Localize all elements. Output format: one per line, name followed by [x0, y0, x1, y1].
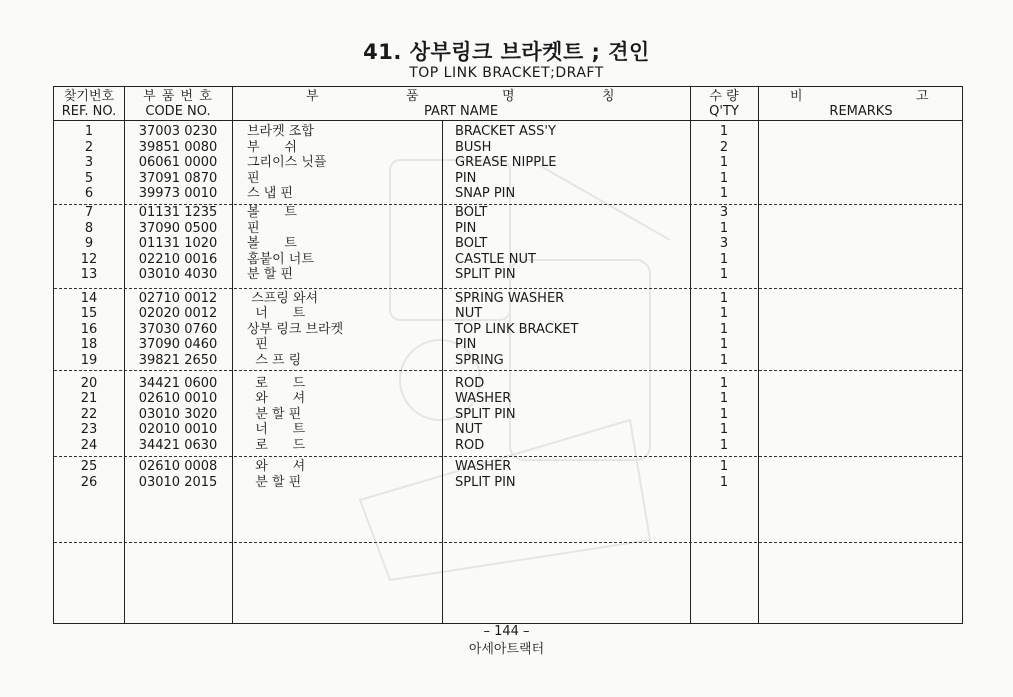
- korean-name-cell: 로 드: [247, 438, 306, 453]
- code-cell: 02210 0016: [138, 252, 218, 267]
- korean-name-cell: 분 할 핀: [247, 475, 302, 490]
- ref-cell: 12: [80, 252, 98, 267]
- ref-cell: 21: [80, 391, 98, 406]
- qty-cell: 1: [719, 186, 729, 201]
- parts-table: [53, 86, 963, 624]
- qty-cell: 1: [719, 353, 729, 368]
- korean-name-cell: 핀: [247, 337, 268, 352]
- part-name-cell: CASTLE NUT: [455, 252, 536, 267]
- ref-cell: 15: [80, 306, 98, 321]
- part-name-cell: NUT: [455, 306, 483, 321]
- qty-cell: 1: [719, 391, 729, 406]
- qty-cell: 1: [719, 252, 729, 267]
- korean-name-cell: 와 셔: [247, 391, 306, 406]
- korean-name-cell: 분 할 핀: [247, 407, 302, 422]
- part-name-cell: TOP LINK BRACKET: [455, 322, 579, 337]
- korean-name-cell: 볼 트: [247, 236, 297, 251]
- part-name-cell: GREASE NIPPLE: [455, 155, 557, 170]
- code-cell: 02610 0008: [138, 459, 218, 474]
- code-header-ko: 부 품 번 호: [143, 89, 213, 104]
- code-cell: 34421 0630: [138, 438, 218, 453]
- part-name-cell: SPLIT PIN: [455, 267, 516, 282]
- name-header-ko-3: 명: [502, 89, 515, 104]
- qty-cell: 1: [719, 124, 729, 139]
- qty-cell: 2: [719, 140, 729, 155]
- ref-cell: 24: [80, 438, 98, 453]
- code-cell: 02710 0012: [138, 291, 218, 306]
- part-name-cell: BUSH: [455, 140, 492, 155]
- ref-cell: 8: [84, 221, 94, 236]
- qty-cell: 1: [719, 376, 729, 391]
- code-cell: 37090 0460: [138, 337, 218, 352]
- part-name-cell: SPRING WASHER: [455, 291, 565, 306]
- qty-cell: 1: [719, 422, 729, 437]
- code-cell: 01131 1235: [138, 205, 218, 220]
- korean-name-cell: 부 쉬: [247, 140, 297, 155]
- korean-name-cell: 스 프 링: [247, 353, 302, 368]
- part-name-cell: BRACKET ASS'Y: [455, 124, 556, 139]
- code-cell: 39851 0080: [138, 140, 218, 155]
- code-cell: 01131 1020: [138, 236, 218, 251]
- qty-cell: 1: [719, 221, 729, 236]
- code-cell: 37003 0230: [138, 124, 218, 139]
- ref-cell: 6: [84, 186, 94, 201]
- ref-cell: 14: [80, 291, 98, 306]
- part-name-cell: ROD: [455, 438, 485, 453]
- part-name-cell: PIN: [455, 337, 477, 352]
- qty-cell: 1: [719, 306, 729, 321]
- part-name-cell: SNAP PIN: [455, 186, 516, 201]
- ref-cell: 7: [84, 205, 94, 220]
- part-name-cell: WASHER: [455, 459, 512, 474]
- ref-header-en: REF. NO.: [61, 104, 117, 119]
- code-cell: 37091 0870: [138, 171, 218, 186]
- part-name-cell: ROD: [455, 376, 485, 391]
- name-header-en: PART NAME: [423, 104, 499, 119]
- ref-cell: 2: [84, 140, 94, 155]
- part-name-cell: BOLT: [455, 205, 488, 220]
- korean-name-cell: 핀: [247, 171, 260, 186]
- code-cell: 02020 0012: [138, 306, 218, 321]
- ref-cell: 5: [84, 171, 94, 186]
- code-cell: 03010 3020: [138, 407, 218, 422]
- qty-cell: 3: [719, 236, 729, 251]
- part-name-cell: SPLIT PIN: [455, 475, 516, 490]
- part-name-cell: SPRING: [455, 353, 504, 368]
- ref-cell: 3: [84, 155, 94, 170]
- korean-name-cell: 너 트: [247, 306, 306, 321]
- ref-cell: 20: [80, 376, 98, 391]
- ref-cell: 25: [80, 459, 98, 474]
- qty-cell: 1: [719, 337, 729, 352]
- part-name-cell: PIN: [455, 171, 477, 186]
- qty-cell: 1: [719, 407, 729, 422]
- code-cell: 03010 2015: [138, 475, 218, 490]
- korean-name-cell: 볼 트: [247, 205, 297, 220]
- korean-name-cell: 너 트: [247, 422, 306, 437]
- korean-name-cell: 와 셔: [247, 459, 306, 474]
- name-header-ko-2: 품: [406, 89, 419, 104]
- qty-header-en: Q'TY: [709, 104, 739, 119]
- company-name: 아세아트랙터: [468, 642, 545, 657]
- name-header-ko-4: 칭: [602, 89, 615, 104]
- ref-cell: 19: [80, 353, 98, 368]
- ref-cell: 9: [84, 236, 94, 251]
- ref-cell: 1: [84, 124, 94, 139]
- code-header-en: CODE NO.: [145, 104, 211, 119]
- korean-name-cell: 그리이스 닛플: [247, 155, 327, 170]
- part-name-cell: PIN: [455, 221, 477, 236]
- part-name-cell: SPLIT PIN: [455, 407, 516, 422]
- remarks-header-en: REMARKS: [829, 104, 893, 119]
- remarks-header-ko-2: 고: [916, 89, 929, 104]
- page-title: 41. 상부링크 브라켓트 ; 견인: [363, 40, 650, 64]
- part-name-cell: BOLT: [455, 236, 488, 251]
- korean-name-cell: 스 냅 핀: [247, 186, 293, 201]
- ref-cell: 13: [80, 267, 98, 282]
- qty-cell: 1: [719, 438, 729, 453]
- qty-cell: 1: [719, 267, 729, 282]
- qty-cell: 3: [719, 205, 729, 220]
- ref-cell: 23: [80, 422, 98, 437]
- page-subtitle: TOP LINK BRACKET;DRAFT: [409, 65, 604, 81]
- ref-header-ko: 찾기번호: [63, 89, 115, 104]
- code-cell: 37030 0760: [138, 322, 218, 337]
- qty-cell: 1: [719, 171, 729, 186]
- code-cell: 39821 2650: [138, 353, 218, 368]
- code-cell: 03010 4030: [138, 267, 218, 282]
- code-cell: 39973 0010: [138, 186, 218, 201]
- korean-name-cell: 홈붙이 너트: [247, 252, 314, 267]
- qty-cell: 1: [719, 155, 729, 170]
- remarks-header-ko-1: 비: [790, 89, 803, 104]
- ref-cell: 22: [80, 407, 98, 422]
- qty-cell: 1: [719, 291, 729, 306]
- ref-cell: 16: [80, 322, 98, 337]
- page-number: – 144 –: [483, 624, 530, 639]
- qty-cell: 1: [719, 322, 729, 337]
- korean-name-cell: 스프링 와셔: [247, 291, 319, 306]
- part-name-cell: NUT: [455, 422, 483, 437]
- qty-cell: 1: [719, 475, 729, 490]
- qty-header-ko: 수 량: [709, 89, 739, 104]
- korean-name-cell: 분 할 핀: [247, 267, 293, 282]
- korean-name-cell: 브라켓 조합: [247, 124, 314, 139]
- code-cell: 02010 0010: [138, 422, 218, 437]
- ref-cell: 26: [80, 475, 98, 490]
- qty-cell: 1: [719, 459, 729, 474]
- ref-cell: 18: [80, 337, 98, 352]
- name-header-ko-1: 부: [306, 89, 319, 104]
- code-cell: 37090 0500: [138, 221, 218, 236]
- code-cell: 06061 0000: [138, 155, 218, 170]
- korean-name-cell: 로 드: [247, 376, 306, 391]
- korean-name-cell: 상부 링크 브라켓: [247, 322, 344, 337]
- part-name-cell: WASHER: [455, 391, 512, 406]
- code-cell: 34421 0600: [138, 376, 218, 391]
- code-cell: 02610 0010: [138, 391, 218, 406]
- korean-name-cell: 핀: [247, 221, 260, 236]
